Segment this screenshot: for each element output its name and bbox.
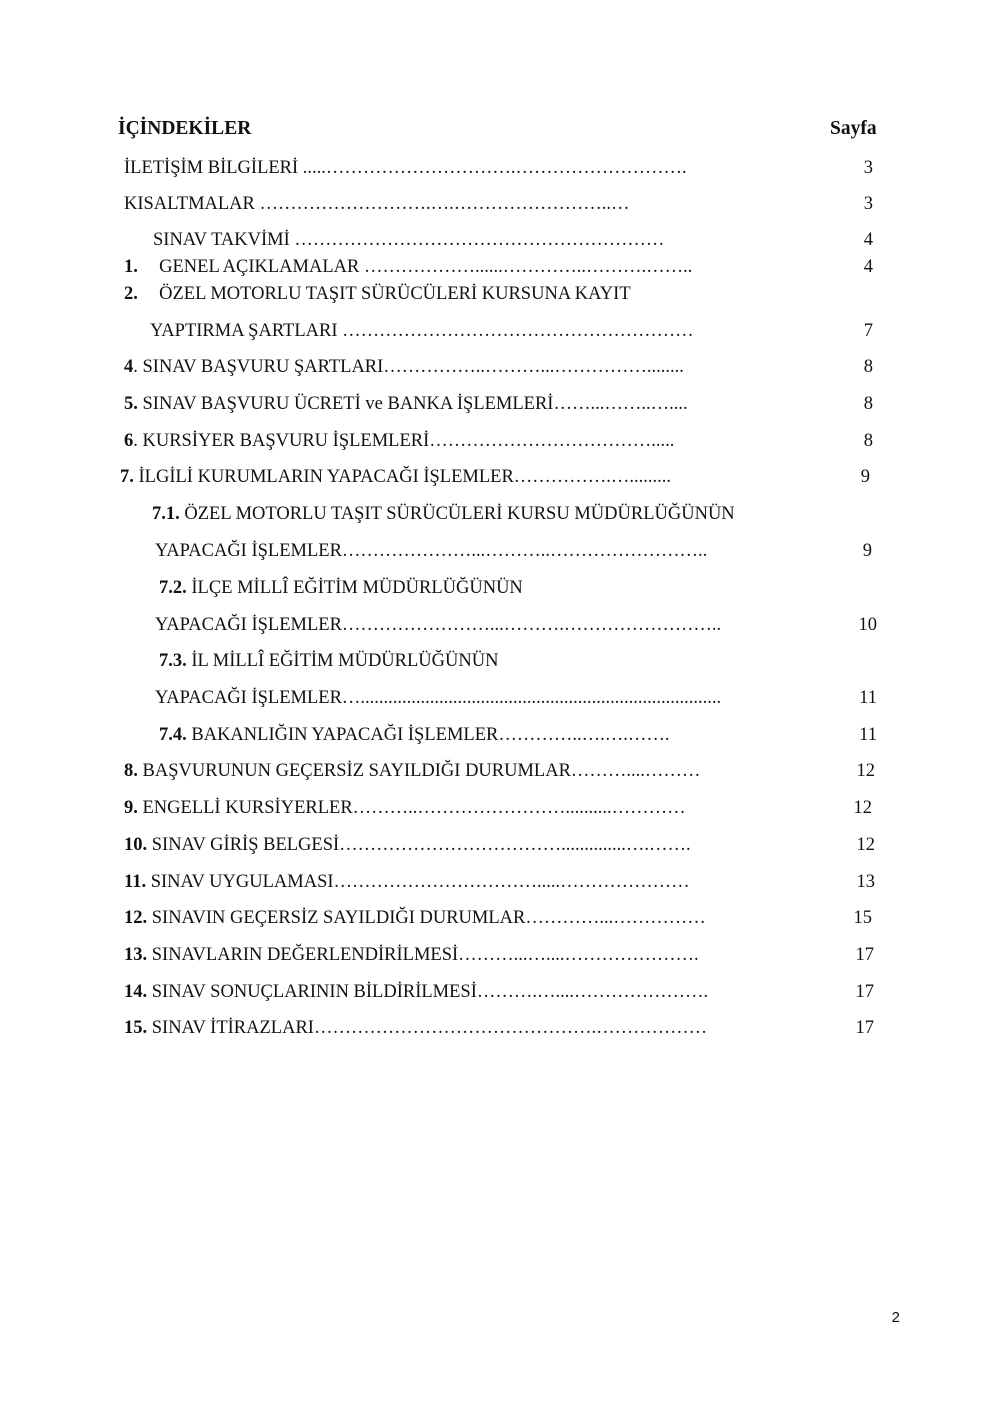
toc-entry-number: 4 [124, 357, 134, 377]
toc-entry-number: 11. [124, 872, 147, 892]
toc-entry-page: 11 [859, 688, 877, 708]
toc-entry-text: SINAV UYGULAMASI…………………………….....………………… [150, 872, 690, 892]
toc-entry-page: 8 [863, 431, 873, 451]
toc-title: İÇİNDEKİLER [118, 118, 252, 139]
toc-page-column-header: Sayfa [830, 118, 877, 139]
toc-entry-page: 13 [856, 872, 875, 892]
toc-entry [152, 504, 735, 525]
toc-entry-text: . KURSİYER BAŞVURU İŞLEMLERİ………………………………..... [133, 431, 675, 451]
toc-entry [124, 835, 691, 856]
toc-entry [124, 872, 690, 893]
toc-entry-number: 15. [124, 1018, 148, 1038]
toc-entry-number: 1. [124, 257, 138, 277]
toc-entry [124, 394, 688, 415]
toc-entry [159, 578, 523, 599]
toc-entry [120, 467, 671, 488]
toc-entry [124, 194, 630, 215]
toc-entry-page: 11 [859, 725, 877, 745]
toc-entry-text: SINAV GİRİŞ BELGESİ………………………………..............….……. [151, 835, 691, 855]
toc-entry-text: YAPACAĞI İŞLEMLER….............................................................................. [155, 688, 722, 708]
toc-entry [124, 982, 708, 1003]
toc-entry-text: YAPACAĞI İŞLEMLER…………………...………..…………………….. [155, 541, 708, 561]
toc-entry-text: İLETİŞİM BİLGİLERİ .....………………………….………………………. [124, 158, 687, 178]
toc-entry-page: 4 [863, 257, 873, 277]
toc-entry-page: 4 [863, 230, 873, 250]
toc-entry [124, 798, 686, 819]
toc-entry-page: 12 [856, 835, 875, 855]
toc-entry-text: YAPTIRMA ŞARTLARI ………………………………………………… [150, 321, 694, 341]
toc-entry-text: . SINAV BAŞVURU ŞARTLARI……………..………...……………........ [133, 357, 684, 377]
toc-entry-page: 3 [863, 158, 873, 178]
toc-entry [124, 257, 692, 278]
toc-entry-text: BAŞVURUNUN GEÇERSİZ SAYILDIĞI DURUMLAR………....……… [142, 761, 701, 781]
toc-entry-number: 5. [124, 394, 138, 414]
toc-entry-number: 7.2. [159, 578, 187, 598]
toc-entry-number: 7.3. [159, 651, 187, 671]
toc-entry-number: 9. [124, 798, 138, 818]
toc-entry-number: 8. [124, 761, 138, 781]
toc-entry [124, 431, 674, 452]
toc-entry-number: 6 [124, 431, 134, 451]
toc-entry-page: 10 [858, 615, 877, 635]
toc-entry [155, 688, 721, 709]
toc-entry-page: 12 [856, 761, 875, 781]
page-number: 2 [891, 1309, 900, 1326]
toc-entry-page: 8 [863, 357, 873, 377]
toc-entry [124, 1018, 707, 1039]
toc-entry-number: 7.1. [152, 504, 180, 524]
toc-entry-page: 9 [862, 541, 872, 561]
toc-entry [153, 230, 664, 251]
toc-entry-text: BAKANLIĞIN YAPACAĞI İŞLEMLER…………..….….……. [191, 725, 670, 745]
toc-entry-text: SINAVLARIN DEĞERLENDİRİLMESİ………...…....…………………. [151, 945, 699, 965]
toc-entry-page: 17 [855, 945, 874, 965]
toc-entry-text: KISALTMALAR ……………………….….……………………..… [124, 194, 630, 214]
toc-entry-number: 14. [124, 982, 148, 1002]
toc-entry-text: İLGİLİ KURUMLARIN YAPACAĞI İŞLEMLER…………….…......... [138, 467, 672, 487]
toc-entry [159, 651, 498, 672]
toc-entry-page: 7 [863, 321, 873, 341]
toc-entry [124, 284, 631, 305]
toc-entry-text: ENGELLİ KURSİYERLER………..……………………..........………… [142, 798, 686, 818]
toc-entry-number: 13. [124, 945, 148, 965]
toc-entry [124, 945, 699, 966]
toc-entry-page: 9 [860, 467, 870, 487]
toc-entry-page: 3 [863, 194, 873, 214]
toc-entry [155, 541, 707, 562]
toc-entry-text: İLÇE MİLLÎ EĞİTİM MÜDÜRLÜĞÜNÜN [191, 578, 523, 598]
toc-entry [124, 761, 700, 782]
toc-entry-number: 7. [120, 467, 134, 487]
toc-entry-number: 7.4. [159, 725, 187, 745]
toc-entry-page: 15 [853, 908, 872, 928]
toc-entry-text: YAPACAĞI İŞLEMLER……………………...……….…………………….. [155, 615, 722, 635]
toc-entry-text: ÖZEL MOTORLU TAŞIT SÜRÜCÜLERİ KURSU MÜDÜRLÜĞÜNÜN [184, 504, 735, 524]
toc-entry-number: 2. [124, 284, 138, 304]
toc-entry-page: 12 [853, 798, 872, 818]
toc-entry [159, 725, 669, 746]
toc-entry [124, 158, 687, 179]
toc-entry-text: SINAV SONUÇLARININ BİLDİRİLMESİ……….…....…………………. [151, 982, 709, 1002]
toc-entry-page: 17 [855, 982, 874, 1002]
toc-entry-text: SINAV BAŞVURU ÜCRETİ ve BANKA İŞLEMLERİ……...……..….... [142, 394, 688, 414]
toc-entry [155, 615, 721, 636]
toc-entry-number: 10. [124, 835, 148, 855]
toc-entry-text: SINAV TAKVİMİ …………………………………………………… [153, 230, 665, 250]
toc-entry-text: ÖZEL MOTORLU TAŞIT SÜRÜCÜLERİ KURSUNA KAYIT [159, 284, 631, 304]
toc-entry [124, 908, 706, 929]
toc-entry-page: 17 [855, 1018, 874, 1038]
toc-entry-text: SINAV İTİRAZLARI……………………………………….……………… [151, 1018, 708, 1038]
toc-entry [124, 357, 684, 378]
toc-entry-number: 12. [124, 908, 148, 928]
toc-entry-page: 8 [863, 394, 873, 414]
toc-entry [150, 321, 694, 342]
toc-entry-text: GENEL AÇIKLAMALAR ………………......…………..……….…….. [159, 257, 693, 277]
toc-entry-text: İL MİLLÎ EĞİTİM MÜDÜRLÜĞÜNÜN [191, 651, 499, 671]
toc-entry-text: SINAVIN GEÇERSİZ SAYILDIĞI DURUMLAR…………...…………… [151, 908, 706, 928]
